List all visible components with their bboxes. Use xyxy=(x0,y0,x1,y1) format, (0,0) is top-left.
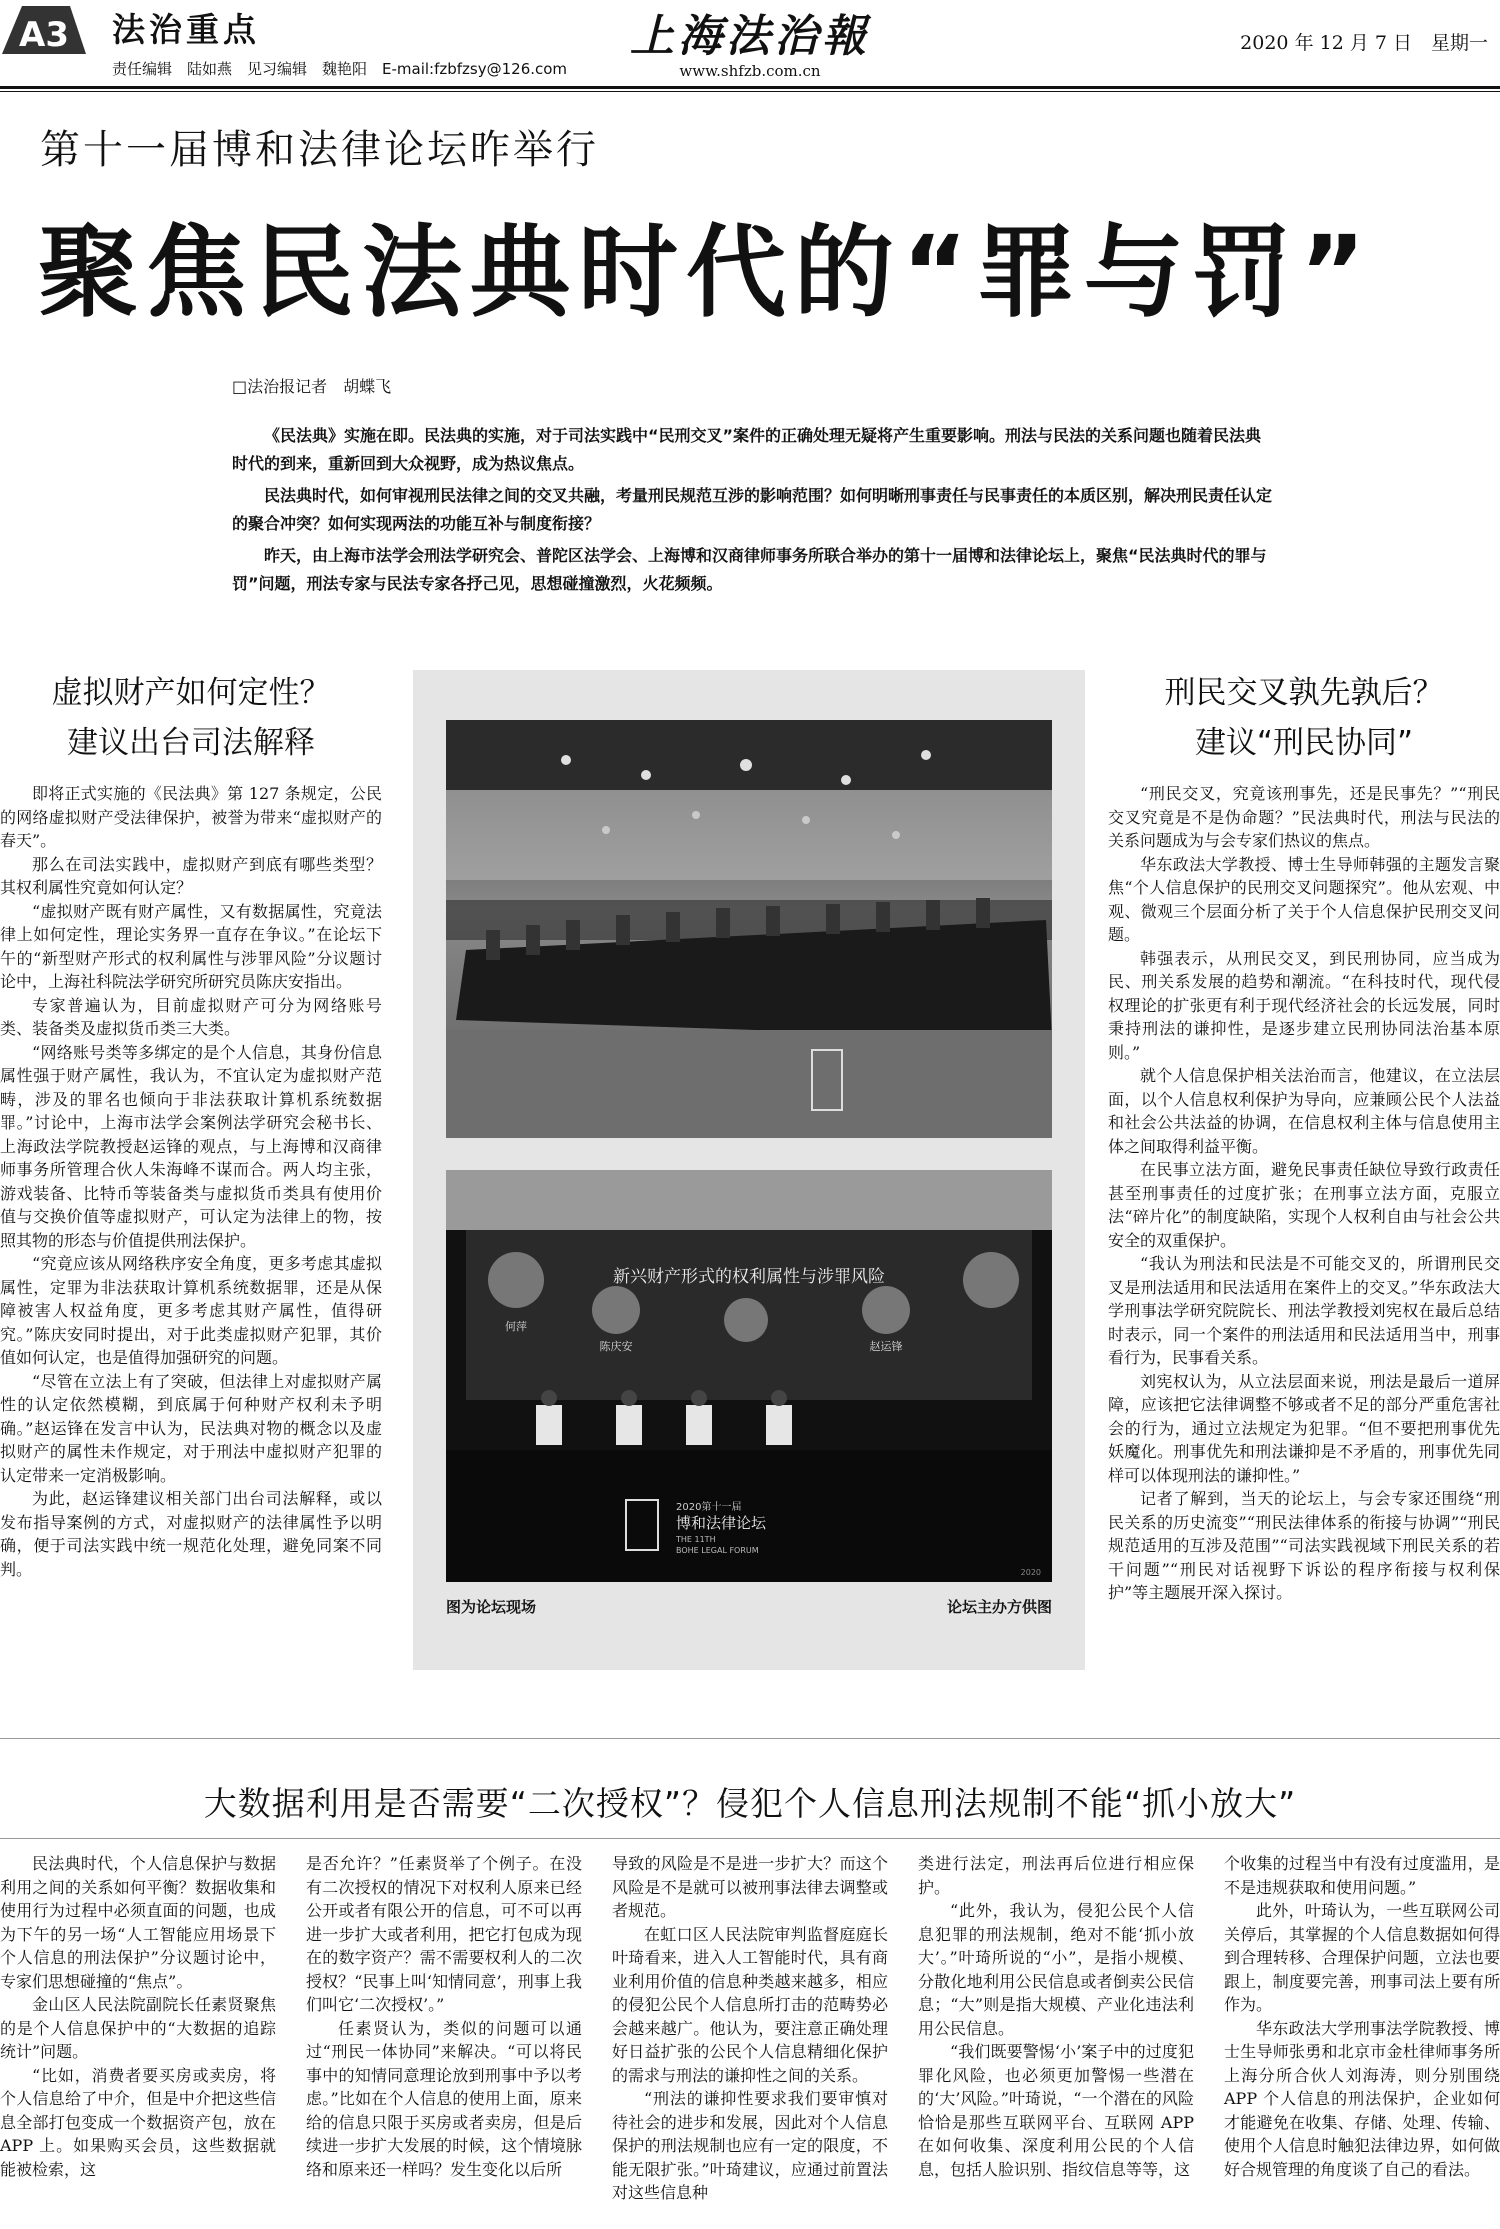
paragraph: 是否允许？”任素贤举了个例子。在没有二次授权的情况下对权利人原来已经公开或者有限公开的信息，可不可以再进一步扩大或者利用，把它打包成为现在的数字资产？需不需要权利人的二次授权？“民事上叫‘知情同意’，刑事上我们叫它‘二次授权’。” xyxy=(306,1854,582,2014)
masthead-rule xyxy=(0,86,1500,89)
forum-stage-photo xyxy=(446,1170,1052,1582)
headline: 聚焦民法典时代的“罪与罚” xyxy=(38,214,1374,331)
left-section-body xyxy=(0,782,382,1581)
paragraph: 此外，叶琦认为，一些互联网公司关停后，其掌握的个人信息数据如何得到合理转移、合理保护问题，立法也要跟上，制度要完善，刑事司法上要有所作为。 xyxy=(1224,1901,1500,2014)
forum-audience-photo xyxy=(446,720,1052,1138)
page-number-badge xyxy=(0,0,88,58)
paragraph: 个收集的过程当中有没有过度滥用，是不是违规获取和使用问题。” xyxy=(1224,1854,1500,1897)
section-divider xyxy=(0,1738,1500,1739)
paragraph: 在虹口区人民法院审判监督庭庭长叶琦看来，进入人工智能时代，具有商业利用价值的信息种类越来越多，相应的侵犯公民个人信息所打击的范畴势必会越来越广。他认为，要注意正确处理好日益扩张的公民个人信息精细化保护的需求与刑法的谦抑性之间的关系。 xyxy=(612,1924,888,2085)
editors-line: 责任编辑 陆如燕 见习编辑 魏艳阳 E-mail:fzbfzsy@126.com xyxy=(112,60,568,78)
left-section xyxy=(0,668,382,1581)
forum-logo-line: 博和法律论坛 xyxy=(676,1514,767,1532)
speaker-name: 赵运锋 xyxy=(869,1340,903,1353)
forum-logo-line: THE 11TH xyxy=(676,1535,716,1544)
lede-paragraph: 《民法典》实施在即。民法典的实施，对于司法实践中“民刑交叉”案件的正确处理无疑将产生重要影响。刑法与民法的关系问题也随着民法典时代的到来，重新回到大众视野，成为热议焦点。 xyxy=(232,426,1262,473)
paragraph: “虚拟财产既有财产属性，又有数据属性，究竟法律上如何定性，理论实务界一直存在争议。”在论坛下午的“新型财产形式的权利属性与涉罪风险”分议题讨论中，上海社科院法学研究所研究员陈庆安指出。 xyxy=(0,901,382,991)
bottom-column-3 xyxy=(612,1852,888,2205)
bottom-column-4 xyxy=(918,1852,1194,2181)
forum-logo-line: BOHE LEGAL FORUM xyxy=(676,1546,759,1555)
left-section-title2: 建议出台司法解释 xyxy=(67,725,315,761)
paragraph: 类进行法定，刑法再后位进行相应保护。 xyxy=(918,1854,1194,1897)
masthead-rule-thin xyxy=(0,91,1500,92)
newspaper-logo: 上海法治報 xyxy=(630,11,870,62)
forum-logo-line: 2020第十一届 xyxy=(676,1502,742,1513)
paragraph: 为此，赵运锋建议相关部门出台司法解释，或以发布指导案例的方式，对虚拟财产的法律属性予以明确，便于司法实践中统一规范化处理，避免同案不同判。 xyxy=(0,1489,382,1579)
paragraph: “网络账号类等多绑定的是个人信息，其身份信息属性强于财产属性，我认为，不宜认定为虚拟财产范畴，涉及的罪名也倾向于非法获取计算机系统数据罪。”讨论中，上海市法学会案例法学研究会秘书长、上海政法学院教授赵运锋的观点，与上海博和汉商律师事务所管理合伙人朱海峰不谋而合。两人均主张，游戏装备、比特币等装备类与虚拟货币类具有使用价值与交换价值等虚拟财产，可认定为法律上的物，按照其物的形态与价值提供刑法保护。 xyxy=(0,1042,382,1250)
paragraph: 华东政法大学刑事法学院教授、博士生导师张勇和北京市金杜律师事务所上海分所合伙人刘海涛，则分别围绕 APP 个人信息的刑法保护，企业如何才能避免在收集、存储、处理、传输、使用个人信息时触犯法律边界，如何做好合规管理的角度谈了自己的看法。 xyxy=(1224,2018,1500,2179)
page-number: A3 xyxy=(19,15,69,55)
paragraph: “我们既要警惕‘小’案子中的过度犯罪化风险，也必须更加警惕一些潜在的‘大’风险。”叶琦说，“一个潜在的风险恰恰是那些互联网平台、互联网 APP 在如何收集、深度利用公民的个人信息，包括人脸识别、指纹信息等等，这 xyxy=(918,2042,1194,2179)
lede xyxy=(232,422,1272,602)
paragraph: 就个人信息保护相关法治而言，他建议，在立法层面，以个人信息权利保护为导向，应兼顾公民个人法益和社会公共法益的协调，在信息权利主体与信息使用主体之间取得利益平衡。 xyxy=(1108,1066,1500,1156)
byline: □法治报记者 胡蝶飞 xyxy=(232,377,392,396)
dateline: 2020 年 12 月 7 日 星期一 xyxy=(1240,32,1488,54)
paragraph: 华东政法大学教授、博士生导师韩强的主题发言聚焦“个人信息保护的民刑交叉问题探究”。他从宏观、中观、微观三个层面分析了关于个人信息保护民刑交叉问题。 xyxy=(1108,854,1500,944)
paragraph: “究竟应该从网络秩序安全角度，更多考虑其虚拟属性，定罪为非法获取计算机系统数据罪，还是从保障被害人权益角度，更多考虑其财产属性，值得研究。”陈庆安同时提出，对于此类虚拟财产犯罪，其价值如何认定，也是值得加强研究的问题。 xyxy=(0,1254,382,1367)
paragraph: “刑民交叉，究竟该刑事先，还是民事先？”“刑民交叉究竟是不是伪命题？”民法典时代，刑法与民法的关系问题成为与会专家们热议的焦点。 xyxy=(1108,784,1500,850)
photo-watermark: 2020 xyxy=(1020,1568,1041,1577)
paragraph: 民法典时代，个人信息保护与数据利用之间的关系如何平衡？数据收集和使用行为过程中必须直面的问题，也成为下午的另一场“人工智能应用场景下个人信息的刑法保护”分议题讨论中，专家们思想碰撞的“焦点”。 xyxy=(0,1854,276,1991)
paragraph: 在民事立法方面，避免民事责任缺位导致行政责任甚至刑事责任的过度扩张；在刑事立法方面，克服立法“碎片化”的制度缺陷，实现个人权利自由与社会公共安全的双重保护。 xyxy=(1108,1160,1500,1250)
paragraph: 韩强表示，从刑民交叉，到民刑协同，应当成为民、刑关系发展的趋势和潮流。“在科技时代，现代侵权理论的扩张更有利于现代经济社会的长远发展，同时秉持刑法的谦抑性，是逐步建立民刑协同法治基本原则。” xyxy=(1108,948,1500,1062)
section-divider xyxy=(0,1838,1500,1839)
paragraph: 即将正式实施的《民法典》第 127 条规定，公民的网络虚拟财产受法律保护，被誉为带来“虚拟财产的春天”。 xyxy=(0,784,382,850)
paragraph: “此外，我认为，侵犯公民个人信息犯罪的刑法规制，绝对不能‘抓小放大’。”叶琦所说的“小”，是指小规模、分散化地利用公民信息或者倒卖公民信息；“大”则是指大规模、产业化违法利用公民信息。 xyxy=(918,1901,1194,2038)
paragraph: 金山区人民法院副院长任素贤聚焦的是个人信息保护中的“大数据的追踪统计”问题。 xyxy=(0,1995,276,2061)
section-title: 法治重点 xyxy=(112,10,260,49)
lede-paragraph: 昨天，由上海市法学会刑法学研究会、普陀区法学会、上海博和汉商律师事务所联合举办的第十一届博和法律论坛上，聚焦“民法典时代的罪与罚”问题，刑法专家与民法专家各抒己见，思想碰撞激烈，火花频频。 xyxy=(232,546,1267,593)
website: www.shfzb.com.cn xyxy=(679,62,821,80)
paragraph: 那么在司法实践中，虚拟财产到底有哪些类型？其权利属性究竟如何认定？ xyxy=(0,854,382,897)
speaker-name: 陈庆安 xyxy=(599,1340,633,1353)
bottom-column-5 xyxy=(1224,1852,1500,2181)
right-section-title2: 建议“刑民协同” xyxy=(1194,725,1414,761)
paragraph: “我认为刑法和民法是不可能交叉的，所谓刑民交叉是刑法适用和民法适用在案件上的交叉。”华东政法大学刑事法学研究院院长、刑法学教授刘宪权在最后总结时表示，同一个案件的刑法适用和民法适用当中，刑事看行为，民事看关系。 xyxy=(1108,1254,1500,1367)
photo-credit: 论坛主办方供图 xyxy=(946,1598,1052,1616)
speaker-name: 何萍 xyxy=(505,1320,527,1333)
left-section-title1: 虚拟财产如何定性？ xyxy=(51,675,331,711)
right-section-body xyxy=(1108,782,1500,1605)
right-section xyxy=(1108,668,1500,1605)
lede-paragraph: 民法典时代，如何审视刑民法律之间的交叉共融，考量刑民规范互涉的影响范围？如何明晰刑事责任与民事责任的本质区别，解决刑民责任认定的聚合冲突？如何实现两法的功能互补与制度衔接？ xyxy=(232,486,1273,533)
stage-banner: 新兴财产形式的权利属性与涉罪风险 xyxy=(613,1267,885,1287)
bottom-column-1 xyxy=(0,1852,276,2181)
photo-caption: 图为论坛现场 xyxy=(446,1598,537,1616)
paragraph: “尽管在立法上有了突破，但法律上对虚拟财产属性的认定依然模糊，到底属于何种财产权利未予明确。”赵运锋在发言中认为，民法典对物的概念以及虚拟财产的属性未作规定，对于刑法中虚拟财产犯罪的认定带来一定消极影响。 xyxy=(0,1371,382,1485)
right-section-title1: 刑民交叉孰先孰后？ xyxy=(1164,675,1444,711)
paragraph: 记者了解到，当天的论坛上，与会专家还围绕“刑民关系的历史流变”“刑民法律体系的衔接与协调”“刑民规范适用的互涉及范围”“司法实践视域下刑民关系的若干问题”“刑民对话视野下诉讼的程序衔接与权利保护”等主题展开深入探讨。 xyxy=(1108,1489,1500,1602)
kicker: 第十一届博和法律论坛昨举行 xyxy=(40,127,599,173)
paragraph: “比如，消费者要买房或卖房，将个人信息给了中介，但是中介把这些信息全部打包变成一个数据资产包，放在 APP 上。如果购买会员，这些数据就能被检索，这 xyxy=(0,2065,276,2179)
bottom-column-2 xyxy=(306,1852,582,2181)
paragraph: 任素贤认为，类似的问题可以通过“刑民一体协同”来解决。“可以将民事中的知情同意理论放到刑事中予以考虑。”比如在个人信息的使用上面，原来给的信息只限于买房或者卖房，但是后续进一步扩大发展的时候，这个情境脉络和原来还一样吗？发生变化以后所 xyxy=(306,2018,582,2179)
paragraph: 刘宪权认为，从立法层面来说，刑法是最后一道屏障，应该把它法律调整不够或者不足的部分严重危害社会的行为，通过立法规定为犯罪。“但不要把刑事优先妖魔化。刑事优先和刑法谦抑是不矛盾的，刑事优先同样可以体现刑法的谦抑性。” xyxy=(1108,1371,1500,1485)
paragraph: 专家普遍认为，目前虚拟财产可分为网络账号类、装备类及虚拟货币类三大类。 xyxy=(0,995,382,1038)
paragraph: 导致的风险是不是进一步扩大？而这个风险是不是就可以被刑事法律去调整或者规范。 xyxy=(612,1854,888,1920)
bottom-headline: 大数据利用是否需要“二次授权”？侵犯个人信息刑法规制不能“抓小放大” xyxy=(203,1784,1297,1823)
paragraph: “刑法的谦抑性要求我们要审慎对待社会的进步和发展，因此对个人信息保护的刑法规制也应有一定的限度，不能无限扩张。”叶琦建议，应通过前置法对这些信息种 xyxy=(612,2089,888,2202)
